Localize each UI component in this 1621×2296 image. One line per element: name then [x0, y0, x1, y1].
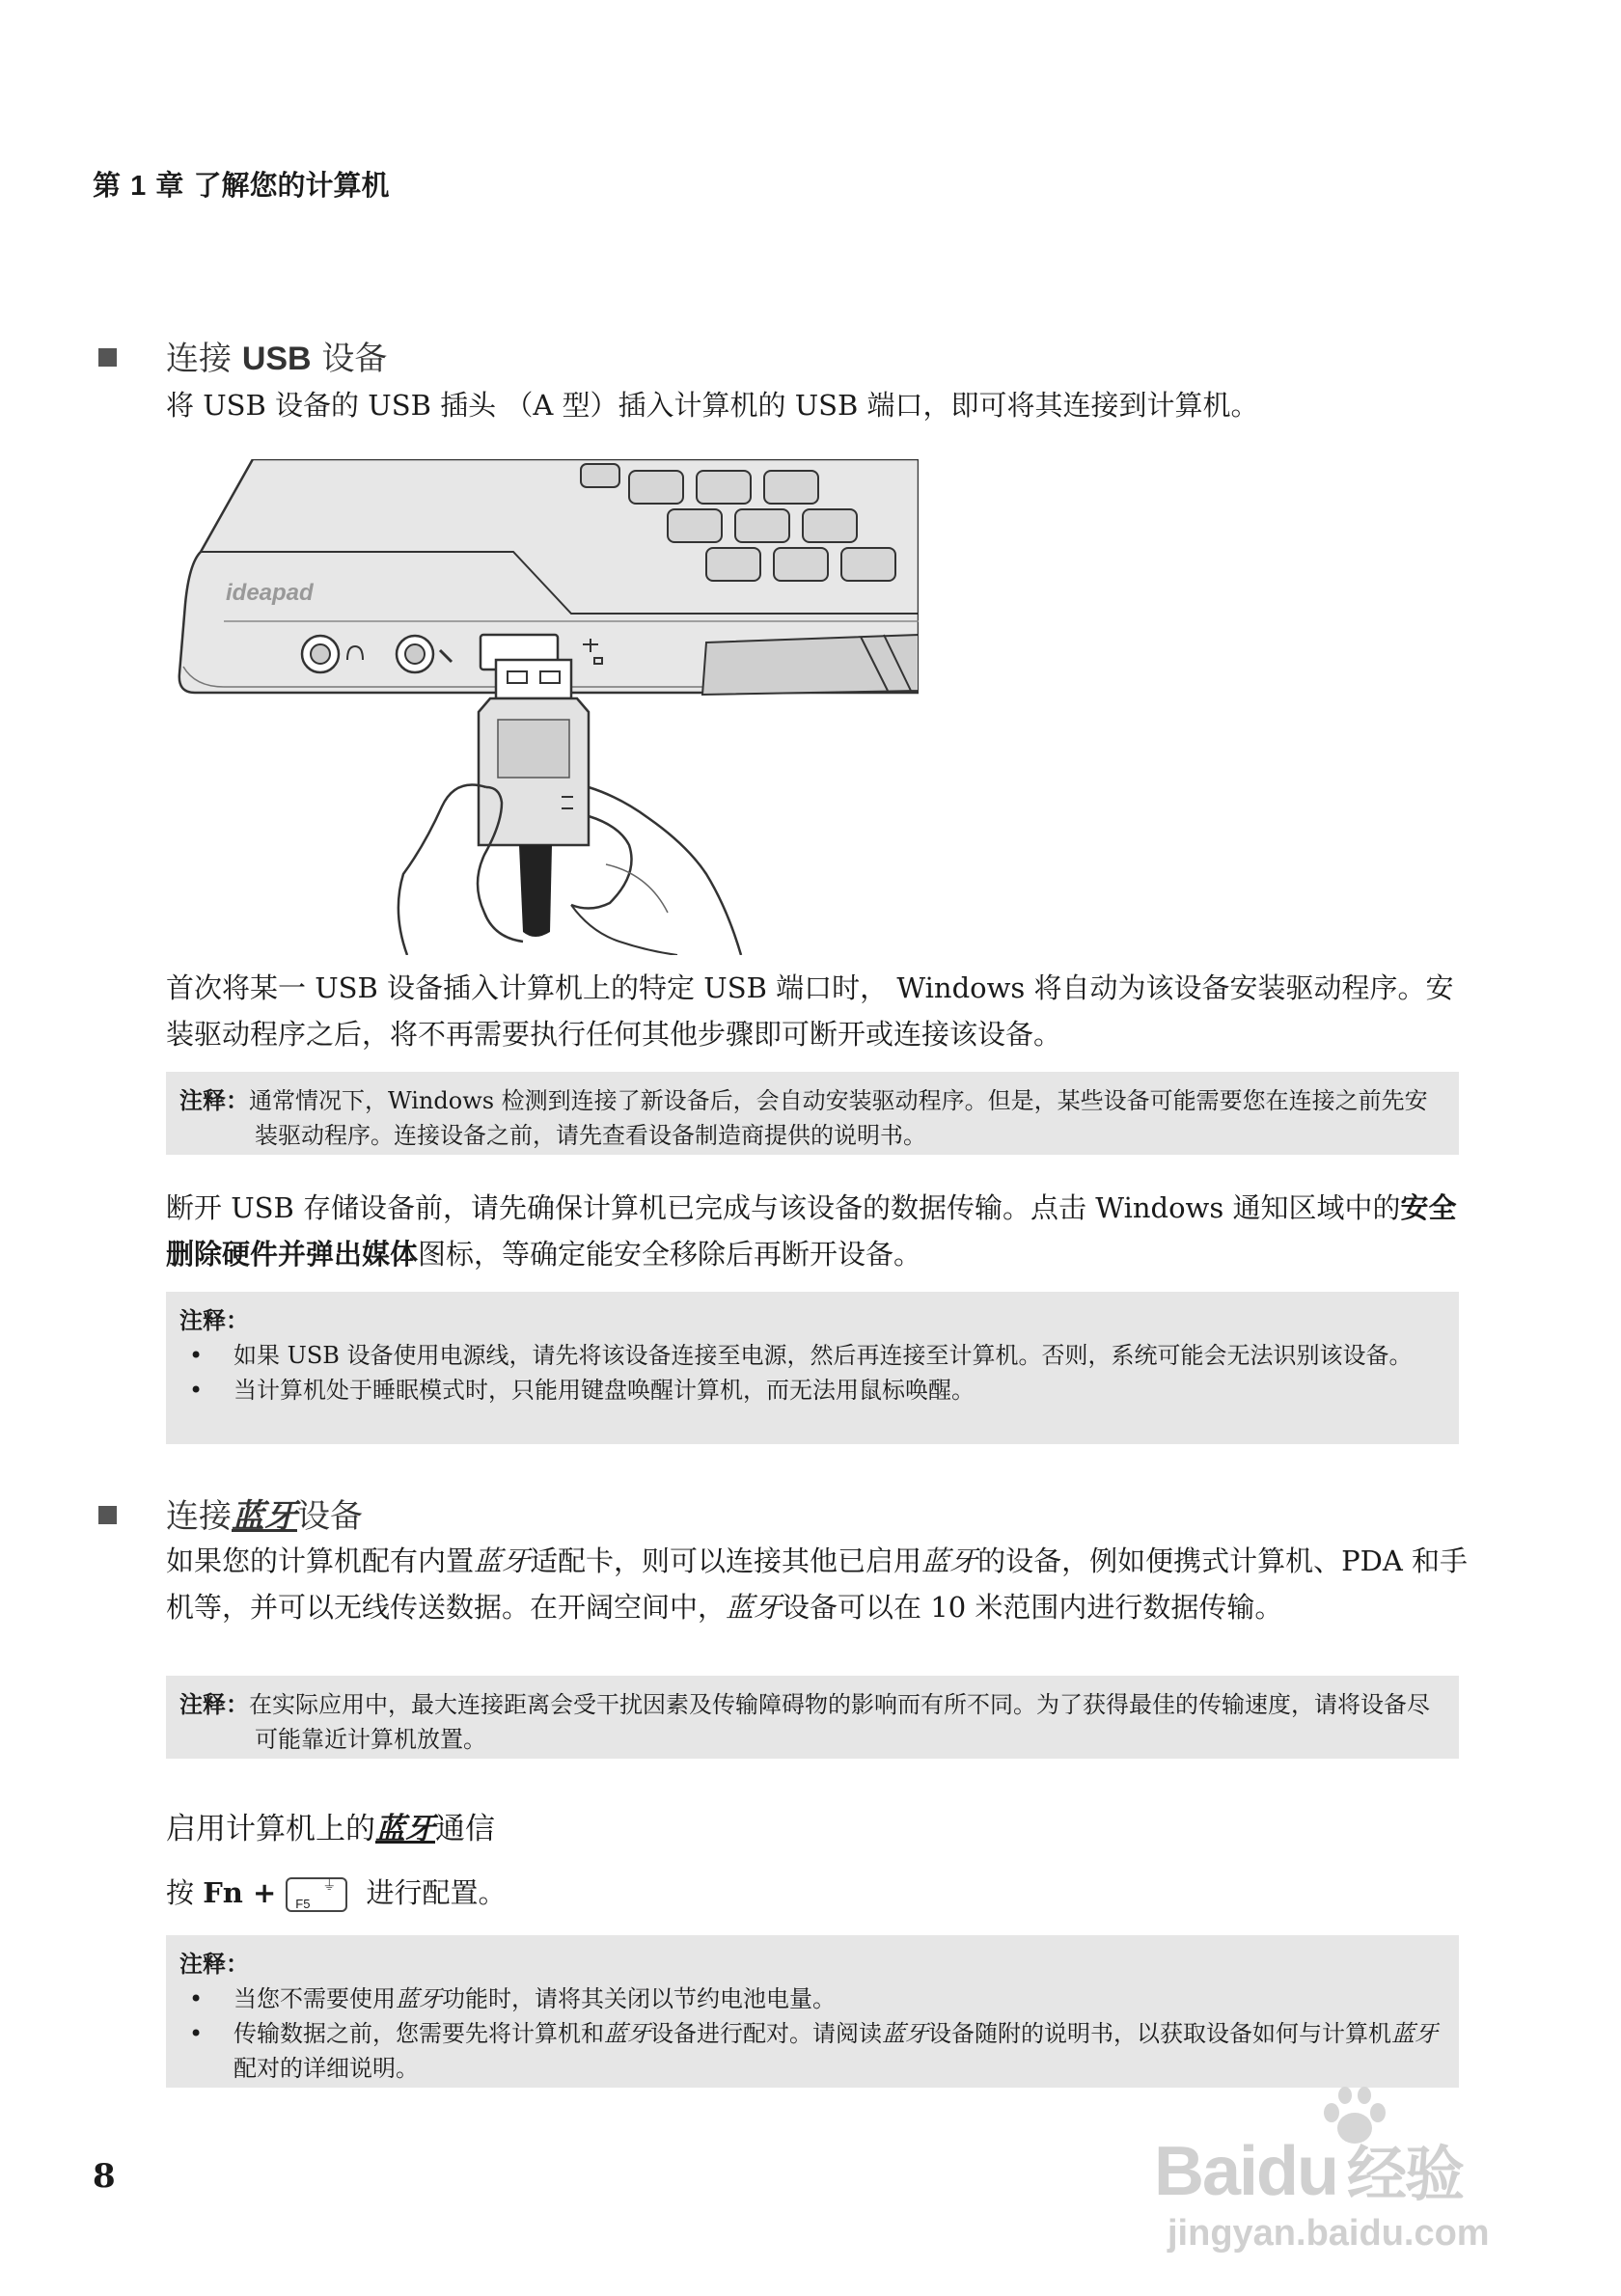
note-label: 注释： — [179, 1086, 249, 1114]
bluetooth-section-title: 连接蓝牙设备 — [166, 1497, 363, 1536]
watermark-logo-right: du — [1256, 2133, 1338, 2210]
note-label: 注释： — [179, 1306, 249, 1334]
baidu-watermark — [1154, 2084, 1559, 2277]
note-list-item: • 如果 USB 设备使用电源线，请先将该设备连接至电源，然后再连接至计算机。否则，系统可能会无法识别该设备。 — [179, 1338, 1445, 1373]
hand-illustration — [398, 785, 486, 956]
usb-plug-icon — [479, 660, 589, 937]
note-label: 注释： — [179, 1950, 249, 1978]
f5-key-icon: F5 ⏚ — [286, 1877, 347, 1912]
usb-paragraph-2: 断开 USB 存储设备前，请先确保计算机已完成与该设备的数据传输。点击 Windows 通知区域中的安全删除硬件并弹出媒体图标，等确定能安全移除后再断开设备。 — [166, 1191, 1457, 1271]
keyboard-shortcut-instruction: 按 Fn + F5 ⏚ 进行配置。 — [166, 1876, 507, 1911]
page-number: 8 — [93, 2157, 116, 2196]
enable-bluetooth-subheading: 启用计算机上的蓝牙通信 — [166, 1812, 495, 1846]
usb-intro: 将 USB 设备的 USB 插头 （A 型）插入计算机的 USB 端口，即可将其连接到计算机。 — [166, 389, 1259, 422]
note-box-3: 注释：在实际应用中，最大连接距离会受干扰因素及传输障碍物的影响而有所不同。为了获得最佳的传输速度，请将设备尽可能靠近计算机放置。 — [166, 1676, 1459, 1759]
chapter-number: 1 — [130, 171, 147, 202]
usb-paragraph-1: 首次将某一 USB 设备插入计算机上的特定 USB 端口时， Windows 将自动为该设备安装驱动程序。安装驱动程序之后，将不再需要执行任何其他步骤即可断开或连接该设备。 — [166, 971, 1454, 1051]
note-list-item: • 当计算机处于睡眠模式时，只能用键盘唤醒计算机，而无法用鼠标唤醒。 — [179, 1373, 1445, 1408]
note-list-item: • 传输数据之前，您需要先将计算机和蓝牙设备进行配对。请阅读蓝牙设备随附的说明书，以获取设备如何与计算机蓝牙配对的详细说明。 — [179, 2016, 1445, 2086]
watermark-logo-left: Bai — [1154, 2133, 1257, 2210]
fn-key-label: Fn + — [203, 1876, 277, 1909]
note-box-2 — [166, 1292, 1459, 1444]
bluetooth-paragraph: 如果您的计算机配有内置蓝牙适配卡，则可以连接其他已启用蓝牙的设备，例如便携式计算机、PDA 和手机等，并可以无线传送数据。在开阔空间中，蓝牙设备可以在 10 米范围内进行数据传输。 — [166, 1544, 1468, 1624]
watermark-url: jingyan.baidu.com — [1168, 2213, 1490, 2254]
note-list-item: • 当您不需要使用蓝牙功能时，请将其关闭以节约电池电量。 — [179, 1982, 1445, 2016]
chapter-header: 第 1 章 了解您的计算机 — [93, 169, 390, 202]
ideapad-logo: ideapad — [226, 580, 314, 606]
note-box-1: 注释：通常情况下，Windows 检测到连接了新设备后，会自动安装驱动程序。但是，某些设备可能需要您在连接之前先安装驱动程序。连接设备之前，请先查看设备制造商提供的说明书。 — [166, 1072, 1459, 1155]
section-bullet-icon — [98, 1506, 117, 1524]
watermark-logo-cn: 经验 — [1347, 2139, 1464, 2209]
note-label: 注释： — [179, 1690, 249, 1718]
note-box-4 — [166, 1935, 1459, 2088]
usb-section-title: 连接 USB 设备 — [166, 340, 388, 378]
usb-connection-illustration — [166, 459, 919, 955]
safe-remove-hardware-term: 安全删除硬件并弹出媒体 — [166, 1191, 1457, 1271]
section-bullet-icon — [98, 348, 117, 367]
